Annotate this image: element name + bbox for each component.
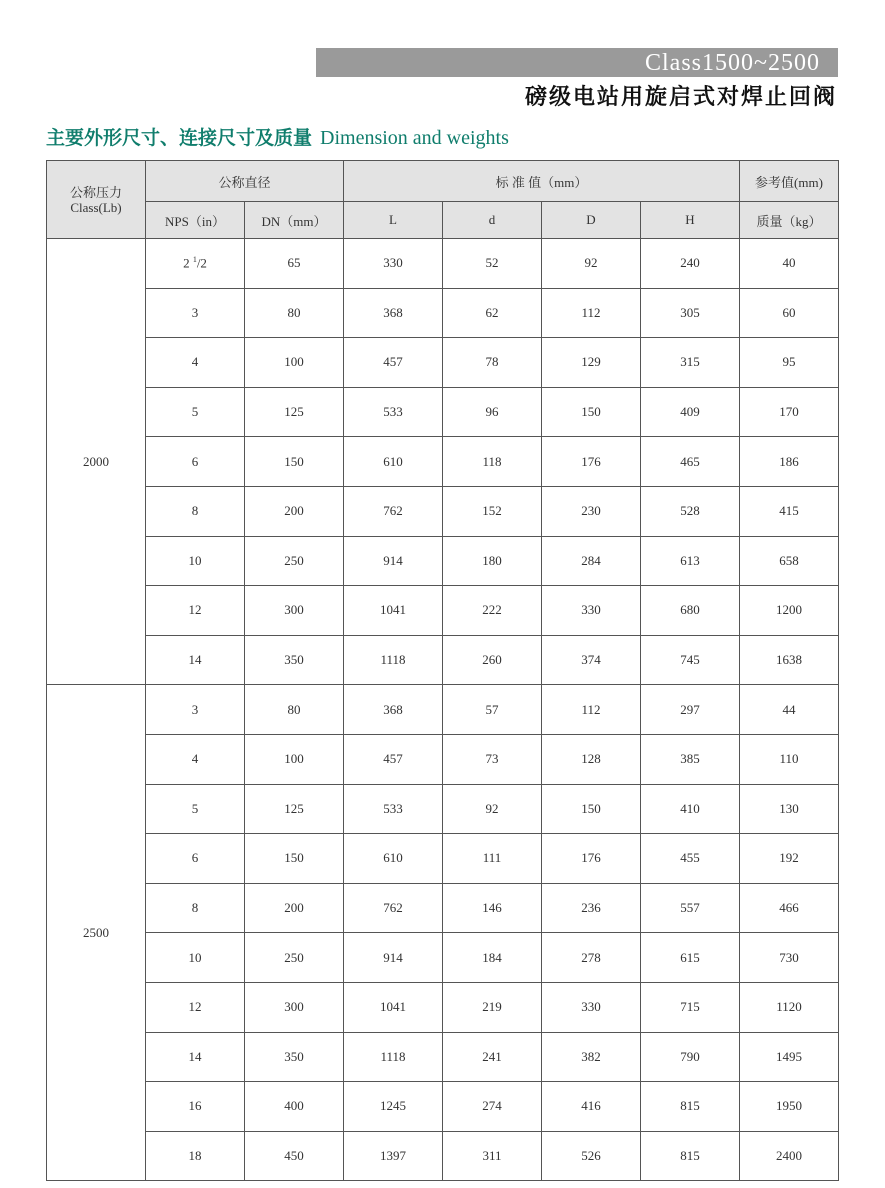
table-row: [47, 586, 839, 636]
dn-cell: 125: [245, 784, 344, 834]
nps-cell: 6: [146, 437, 245, 487]
H-cell: 385: [641, 734, 740, 784]
kg-cell: 415: [740, 486, 839, 536]
header-L: L: [344, 202, 443, 239]
H-cell: 615: [641, 933, 740, 983]
dn-cell: 125: [245, 387, 344, 437]
section-title-cn: 主要外形尺寸、连接尺寸及质量: [46, 127, 313, 149]
dn-cell: 200: [245, 883, 344, 933]
D-cell: 330: [542, 586, 641, 636]
d-cell: 184: [443, 933, 542, 983]
kg-cell: 170: [740, 387, 839, 437]
nps-cell: 4: [146, 734, 245, 784]
L-cell: 1041: [344, 982, 443, 1032]
d-cell: 274: [443, 1082, 542, 1132]
H-cell: 410: [641, 784, 740, 834]
D-cell: 382: [542, 1032, 641, 1082]
D-cell: 176: [542, 834, 641, 884]
nps-cell: 18: [146, 1131, 245, 1181]
kg-cell: 1495: [740, 1032, 839, 1082]
d-cell: 57: [443, 685, 542, 735]
d-cell: 152: [443, 486, 542, 536]
d-cell: 111: [443, 834, 542, 884]
H-cell: 790: [641, 1032, 740, 1082]
table-row: [47, 883, 839, 933]
L-cell: 762: [344, 883, 443, 933]
kg-cell: 1638: [740, 635, 839, 685]
dn-cell: 300: [245, 586, 344, 636]
H-cell: 409: [641, 387, 740, 437]
header-weight: 质量（kg）: [740, 202, 839, 239]
d-cell: 118: [443, 437, 542, 487]
header-reference-value: 参考值(mm): [740, 161, 839, 202]
table-row: [47, 486, 839, 536]
header-pressure-class: [47, 161, 146, 239]
kg-cell: 186: [740, 437, 839, 487]
class-range-banner: Class1500~2500: [316, 48, 838, 77]
header-nominal-size: 公称直径: [146, 161, 344, 202]
H-cell: 455: [641, 834, 740, 884]
header-nps: NPS（in）: [146, 202, 245, 239]
d-cell: 222: [443, 586, 542, 636]
nps-cell: 6: [146, 834, 245, 884]
kg-cell: 40: [740, 239, 839, 289]
L-cell: 1118: [344, 635, 443, 685]
L-cell: 914: [344, 536, 443, 586]
table-row: [47, 536, 839, 586]
dn-cell: 100: [245, 338, 344, 388]
D-cell: 150: [542, 387, 641, 437]
table-row: [47, 338, 839, 388]
L-cell: 368: [344, 685, 443, 735]
L-cell: 533: [344, 387, 443, 437]
H-cell: 815: [641, 1082, 740, 1132]
L-cell: 1245: [344, 1082, 443, 1132]
kg-cell: 110: [740, 734, 839, 784]
H-cell: 613: [641, 536, 740, 586]
nps-cell: 4: [146, 338, 245, 388]
table-row: [47, 387, 839, 437]
kg-cell: 658: [740, 536, 839, 586]
nps-cell: 5: [146, 784, 245, 834]
table-row: [47, 685, 839, 735]
D-cell: 284: [542, 536, 641, 586]
H-cell: 815: [641, 1131, 740, 1181]
nps-cell: 8: [146, 883, 245, 933]
kg-cell: 130: [740, 784, 839, 834]
d-cell: 62: [443, 288, 542, 338]
d-cell: 146: [443, 883, 542, 933]
nps-cell: 16: [146, 1082, 245, 1132]
dimension-table: [46, 160, 839, 1181]
dn-cell: 65: [245, 239, 344, 289]
nps-cell: 8: [146, 486, 245, 536]
page-title: 磅级电站用旋启式对焊止回阀: [524, 85, 837, 110]
L-cell: 1118: [344, 1032, 443, 1082]
nps-cell: 14: [146, 1032, 245, 1082]
dn-cell: 350: [245, 1032, 344, 1082]
section-title-en: Dimension and weights: [320, 127, 509, 149]
L-cell: 914: [344, 933, 443, 983]
dn-cell: 350: [245, 635, 344, 685]
dn-cell: 250: [245, 536, 344, 586]
table-row: [47, 982, 839, 1032]
kg-cell: 730: [740, 933, 839, 983]
nps-cell: 12: [146, 586, 245, 636]
nps-whole: 2: [183, 255, 190, 271]
L-cell: 610: [344, 437, 443, 487]
L-cell: 533: [344, 784, 443, 834]
table-row: [47, 933, 839, 983]
pressure-class-cell: 2000: [47, 239, 146, 685]
D-cell: 112: [542, 288, 641, 338]
dn-cell: 80: [245, 685, 344, 735]
kg-cell: 60: [740, 288, 839, 338]
pressure-class-cell: 2500: [47, 685, 146, 1181]
nps-cell: 5: [146, 387, 245, 437]
kg-cell: 2400: [740, 1131, 839, 1181]
dn-cell: 450: [245, 1131, 344, 1181]
d-cell: 78: [443, 338, 542, 388]
d-cell: 311: [443, 1131, 542, 1181]
dn-cell: 400: [245, 1082, 344, 1132]
table-row: [47, 734, 839, 784]
d-cell: 96: [443, 387, 542, 437]
nps-cell: 14: [146, 635, 245, 685]
kg-cell: 192: [740, 834, 839, 884]
d-cell: 241: [443, 1032, 542, 1082]
L-cell: 457: [344, 734, 443, 784]
dn-cell: 150: [245, 834, 344, 884]
table-row: [47, 1032, 839, 1082]
L-cell: 368: [344, 288, 443, 338]
D-cell: 374: [542, 635, 641, 685]
D-cell: 129: [542, 338, 641, 388]
nps-fraction-denominator: /2: [196, 255, 207, 271]
kg-cell: 44: [740, 685, 839, 735]
dn-cell: 200: [245, 486, 344, 536]
table-body: [47, 239, 839, 1181]
H-cell: 680: [641, 586, 740, 636]
D-cell: 278: [542, 933, 641, 983]
kg-cell: 1200: [740, 586, 839, 636]
header-pressure-class-en: Class(Lb): [70, 199, 122, 215]
header-pressure-class-cn: 公称压力: [69, 184, 122, 200]
section-heading: [46, 123, 509, 150]
header-dn: DN（mm）: [245, 202, 344, 239]
H-cell: 297: [641, 685, 740, 735]
nps-cell: 12: [146, 982, 245, 1032]
D-cell: 236: [542, 883, 641, 933]
nps-cell: 10: [146, 536, 245, 586]
d-cell: 180: [443, 536, 542, 586]
table-row: [47, 1082, 839, 1132]
nps-cell: [146, 239, 245, 289]
table-row: [47, 635, 839, 685]
L-cell: 1397: [344, 1131, 443, 1181]
D-cell: 176: [542, 437, 641, 487]
d-cell: 219: [443, 982, 542, 1032]
d-cell: 73: [443, 734, 542, 784]
D-cell: 230: [542, 486, 641, 536]
H-cell: 557: [641, 883, 740, 933]
D-cell: 330: [542, 982, 641, 1032]
L-cell: 1041: [344, 586, 443, 636]
D-cell: 526: [542, 1131, 641, 1181]
table-row: [47, 239, 839, 289]
kg-cell: 1120: [740, 982, 839, 1032]
L-cell: 457: [344, 338, 443, 388]
d-cell: 92: [443, 784, 542, 834]
nps-cell: 3: [146, 288, 245, 338]
d-cell: 260: [443, 635, 542, 685]
header-d: d: [443, 202, 542, 239]
kg-cell: 466: [740, 883, 839, 933]
nps-fraction-numerator: 1: [192, 255, 197, 265]
H-cell: 315: [641, 338, 740, 388]
L-cell: 330: [344, 239, 443, 289]
header-standard-values: 标 准 值（mm）: [344, 161, 740, 202]
kg-cell: 95: [740, 338, 839, 388]
dn-cell: 100: [245, 734, 344, 784]
L-cell: 762: [344, 486, 443, 536]
dn-cell: 250: [245, 933, 344, 983]
H-cell: 465: [641, 437, 740, 487]
H-cell: 305: [641, 288, 740, 338]
header-H: H: [641, 202, 740, 239]
L-cell: 610: [344, 834, 443, 884]
D-cell: 150: [542, 784, 641, 834]
D-cell: 92: [542, 239, 641, 289]
H-cell: 715: [641, 982, 740, 1032]
dn-cell: 150: [245, 437, 344, 487]
D-cell: 112: [542, 685, 641, 735]
H-cell: 745: [641, 635, 740, 685]
table-row: [47, 834, 839, 884]
D-cell: 416: [542, 1082, 641, 1132]
table-row: [47, 288, 839, 338]
table-row: [47, 1131, 839, 1181]
H-cell: 240: [641, 239, 740, 289]
nps-cell: 3: [146, 685, 245, 735]
H-cell: 528: [641, 486, 740, 536]
dn-cell: 300: [245, 982, 344, 1032]
D-cell: 128: [542, 734, 641, 784]
dn-cell: 80: [245, 288, 344, 338]
nps-cell: 10: [146, 933, 245, 983]
table-row: [47, 784, 839, 834]
header-D: D: [542, 202, 641, 239]
d-cell: 52: [443, 239, 542, 289]
kg-cell: 1950: [740, 1082, 839, 1132]
table-row: [47, 437, 839, 487]
